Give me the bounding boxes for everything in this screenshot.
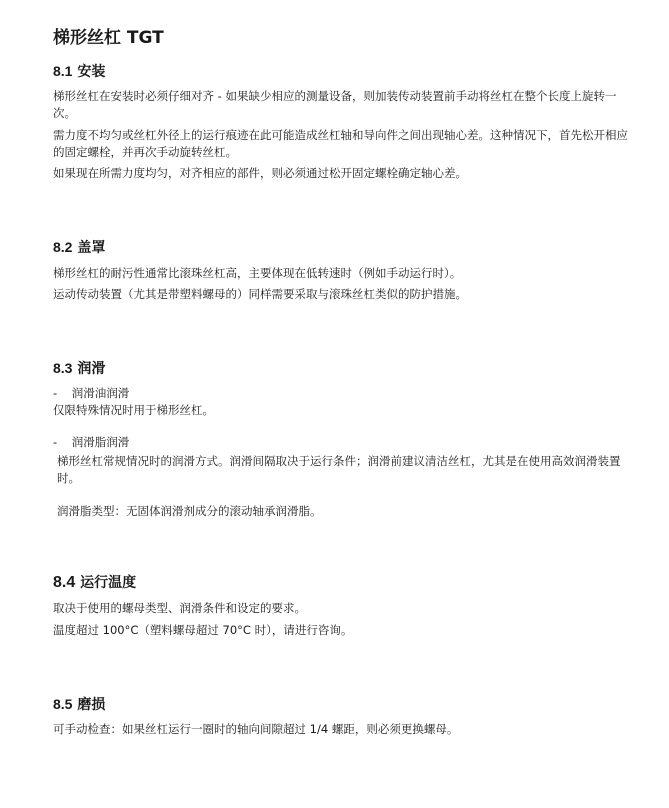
paragraph: 取决于使用的螺母类型、润滑条件和设定的要求。 bbox=[53, 601, 306, 615]
section-heading-wear bbox=[53, 694, 105, 714]
paragraph: 可手动检查：如果丝杠运行一圈时的轴向间隙超过 1/4 螺距，则必须更换螺母。 bbox=[53, 722, 459, 736]
section-heading-cover bbox=[53, 237, 105, 257]
list-item: - 润滑脂润滑 bbox=[53, 435, 130, 449]
section-number: 8.3 bbox=[53, 360, 73, 376]
paragraph: 润滑脂类型：无固体润滑剂成分的滚动轴承润滑脂。 bbox=[57, 504, 322, 518]
list-item: - 润滑油润滑 bbox=[53, 386, 130, 400]
section-number: 8.4 bbox=[53, 574, 76, 591]
section-title: 安装 bbox=[77, 64, 106, 80]
paragraph: 运动传动装置（尤其是带塑料螺母的）同样需要采取与滚珠丝杠类似的防护措施。 bbox=[53, 287, 467, 301]
paragraph: 需力度不均匀或丝杠外径上的运行痕迹在此可能造成丝杠轴和导向件之间出现轴心差。这种情况下，首先松开相应的固定螺栓，并再次手动旋转丝杠。 bbox=[53, 128, 628, 159]
page-title: 梯形丝杠 TGT bbox=[53, 28, 164, 48]
paragraph: 温度超过 100°C（塑料螺母超过 70°C 时），请进行咨询。 bbox=[53, 623, 353, 637]
section-title: 运行温度 bbox=[80, 575, 137, 591]
section-heading-lubrication bbox=[53, 358, 105, 378]
paragraph: 梯形丝杠的耐污性通常比滚珠丝杠高，主要体现在低转速时（例如手动运行时）。 bbox=[53, 266, 462, 280]
section-title: 磨损 bbox=[77, 697, 106, 713]
section-title: 盖罩 bbox=[77, 240, 106, 256]
section-number: 8.5 bbox=[53, 696, 73, 712]
section-title: 润滑 bbox=[77, 361, 106, 377]
section-heading-temperature bbox=[53, 572, 136, 592]
paragraph: 仅限特殊情况时用于梯形丝杠。 bbox=[53, 403, 214, 417]
section-heading-install bbox=[53, 61, 105, 81]
paragraph: 梯形丝杠常规情况时的润滑方式。润滑间隔取决于运行条件；润滑前建议清洁丝杠，尤其是在使用高效润滑装置时。 bbox=[57, 454, 621, 485]
section-number: 8.2 bbox=[53, 239, 73, 255]
section-number: 8.1 bbox=[53, 63, 73, 79]
paragraph: 梯形丝杠在安装时必须仔细对齐 - 如果缺少相应的测量设备，则加装传动装置前手动将丝杠在整个长度上旋转一次。 bbox=[53, 89, 617, 120]
paragraph: 如果现在所需力度均匀，对齐相应的部件，则必须通过松开固定螺栓确定轴心差。 bbox=[53, 166, 467, 180]
